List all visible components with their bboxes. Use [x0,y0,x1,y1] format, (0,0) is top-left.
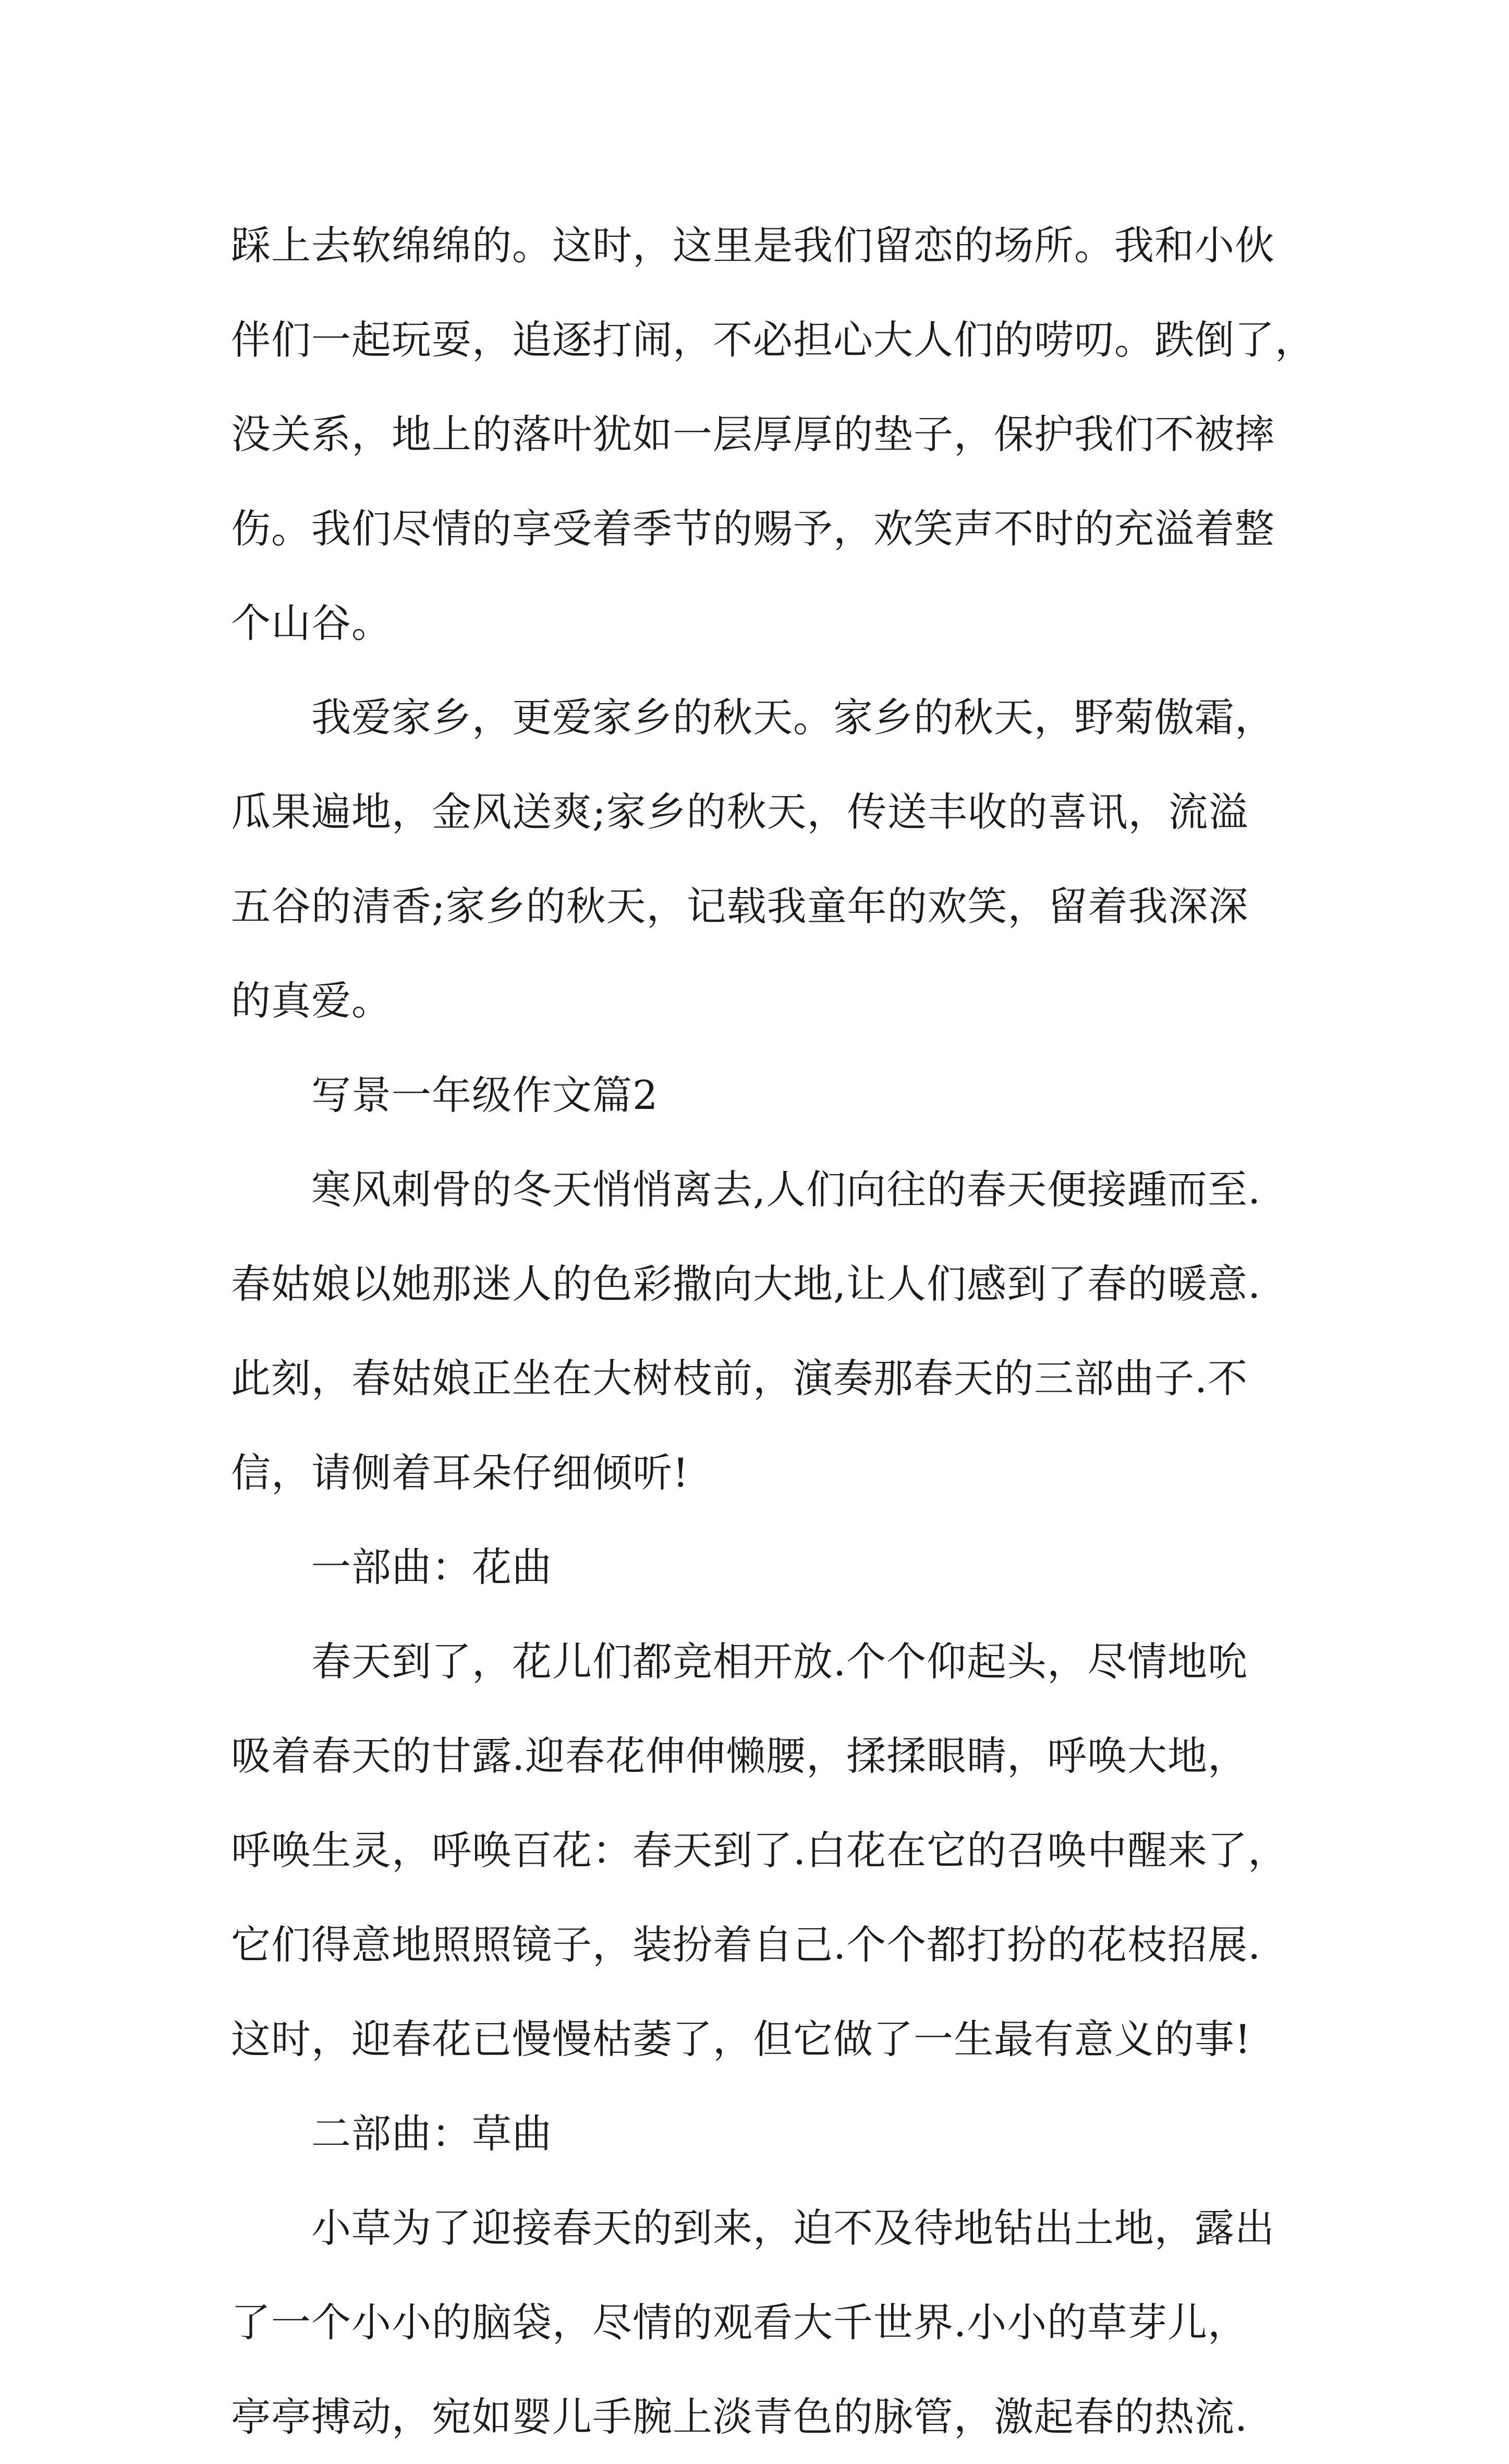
text-line: 这时，迎春花已慢慢枯萎了，但它做了一生最有意义的事! [231,2016,1251,2062]
text-line: 五谷的清香;家乡的秋天，记载我童年的欢笑，留着我深深 [231,883,1249,929]
text-line: 的真爱。 [231,977,392,1024]
text-line: 春姑娘以她那迷人的色彩撒向大地,让人们感到了春的暖意. [231,1261,1261,1307]
text-line: 个山谷。 [231,600,392,646]
text-line: 踩上去软绵绵的。这时，这里是我们留恋的场所。我和小伙 [231,222,1275,269]
text-line: 伴们一起玩耍，追逐打闹，不必担心大人们的唠叨。跌倒了， [231,317,1315,363]
text-line: 亭亭搏动，宛如婴儿手腕上淡青色的脉管，激起春的热流. [231,2394,1248,2440]
paragraph-first-line: 寒风刺骨的冬天悄悄离去,人们向往的春天便接踵而至. [311,1166,1261,1213]
text-line: 没关系，地上的落叶犹如一层厚厚的垫子，保护我们不被摔 [231,411,1275,457]
paragraph-first-line: 小草为了迎接春天的到来，迫不及待地钻出土地，露出 [311,2205,1275,2251]
text-line: 信，请侧着耳朵仔细倾听! [231,1450,689,1496]
text-line: 此刻，春姑娘正坐在大树枝前，演奏那春天的三部曲子.不 [231,1355,1248,1402]
subsection-heading: 一部曲：花曲 [311,1544,552,1590]
text-line: 瓜果遍地，金风送爽;家乡的秋天，传送丰收的喜讯，流溢 [231,789,1249,835]
text-line: 呼唤生灵，呼唤百花：春天到了.白花在它的召唤中醒来了， [231,1827,1288,1874]
text-line: 它们得意地照照镜子，装扮着自己.个个都打扮的花枝招展. [231,1922,1261,1968]
paragraph-first-line: 我爱家乡，更爱家乡的秋天。家乡的秋天，野菊傲霜， [311,694,1275,741]
section-heading: 写景一年级作文篇2 [311,1072,659,1118]
text-line: 了一个小小的脑袋，尽情的观看大千世界.小小的草芽儿， [231,2299,1248,2346]
subsection-heading: 二部曲：草曲 [311,2110,552,2157]
text-line: 吸着春天的甘露.迎春花伸伸懒腰，揉揉眼睛，呼唤大地， [231,1733,1248,1779]
paragraph-first-line: 春天到了，花儿们都竞相开放.个个仰起头，尽情地吮 [311,1638,1248,1685]
document-body [231,198,1315,2464]
text-line: 伤。我们尽情的享受着季节的赐予，欢笑声不时的充溢着整 [231,505,1275,552]
